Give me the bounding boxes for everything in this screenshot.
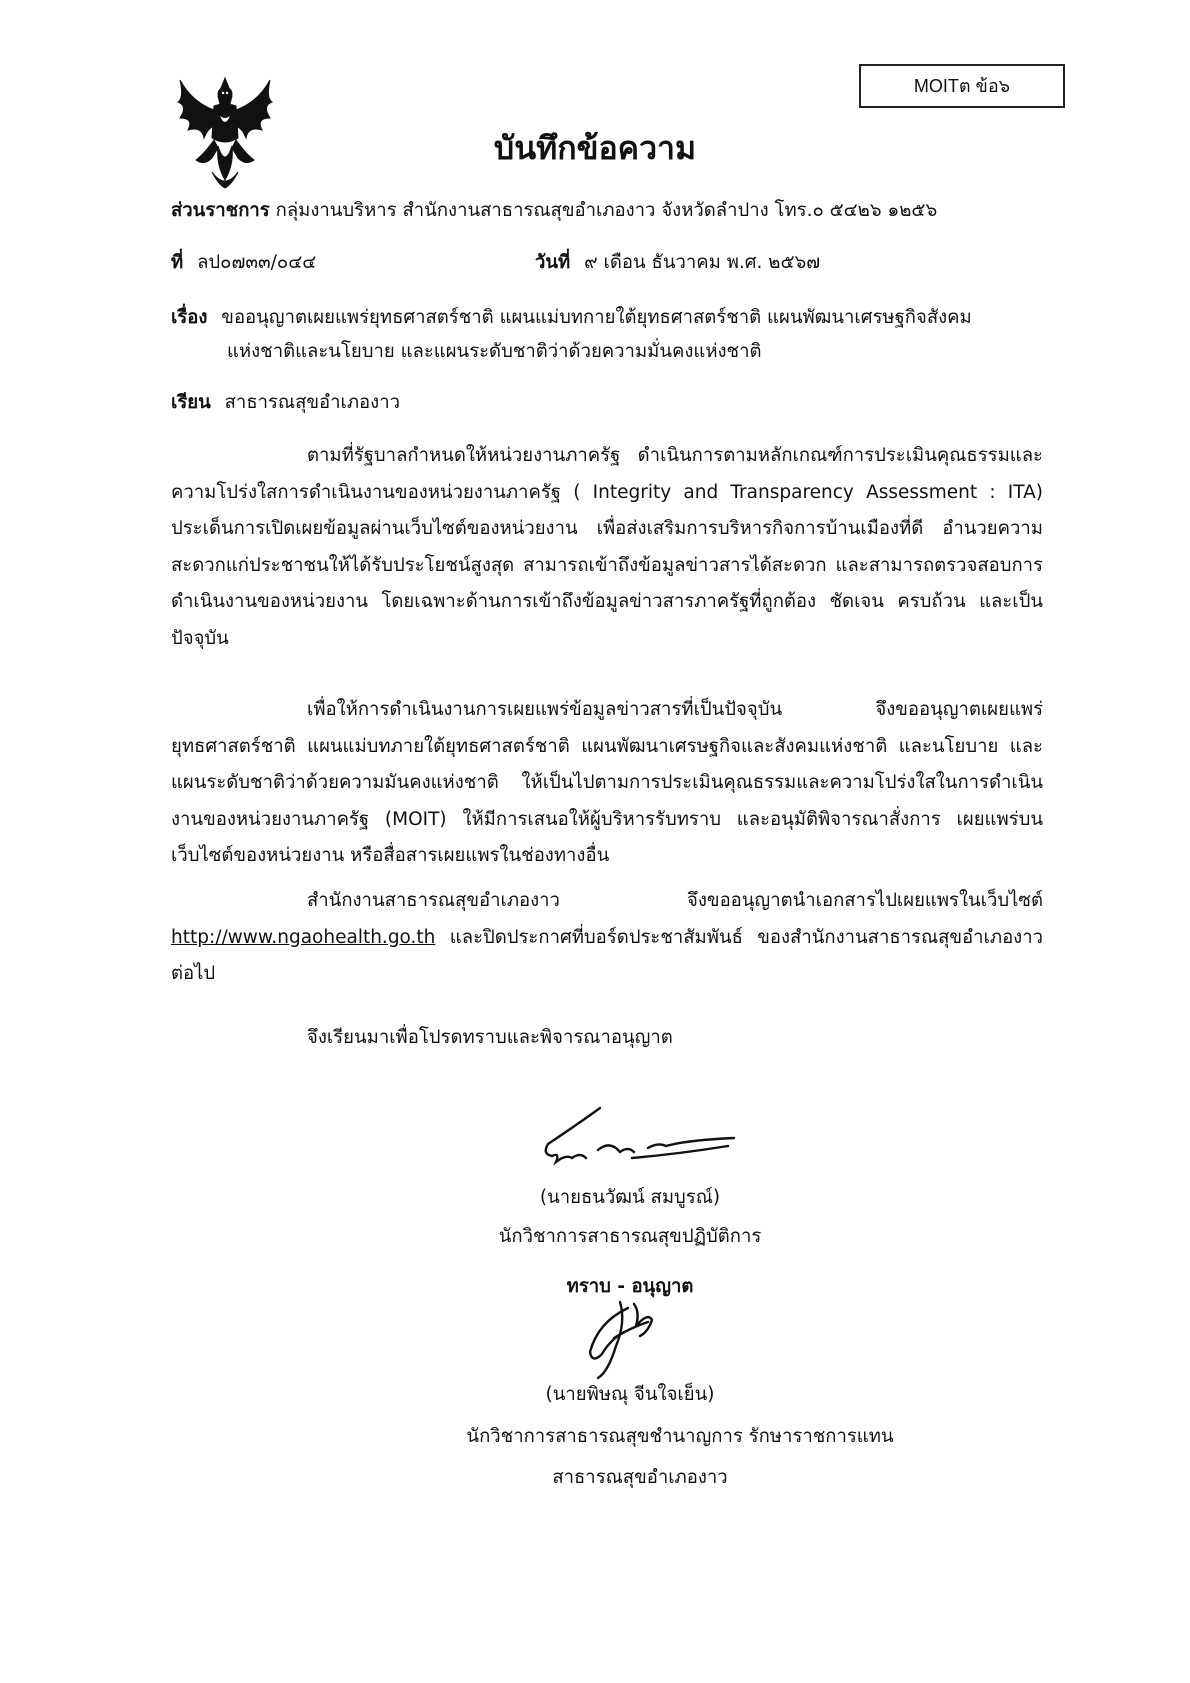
signature-1-image bbox=[538, 1096, 738, 1171]
body-paragraph-1 bbox=[171, 438, 1043, 657]
to-line bbox=[171, 385, 400, 421]
subject-line-1 bbox=[171, 300, 972, 336]
signature-2-image bbox=[578, 1292, 678, 1382]
signer-2-name: (นายพิษณุ จีนใจเย็น) bbox=[545, 1384, 715, 1405]
date-value: ๙ เดือน ธันวาคม พ.ศ. ๒๕๖๗ bbox=[584, 252, 821, 273]
body-paragraph-3 bbox=[171, 883, 1043, 993]
subject-text-2: แห่งชาติและนโยบาย และแผนระดับชาติว่าด้วยความมั่นคงแห่งชาติ bbox=[227, 341, 762, 362]
date-label: วันที่ bbox=[535, 252, 571, 273]
reference-label: ที่ bbox=[171, 252, 184, 273]
closing-line: จึงเรียนมาเพื่อโปรดทราบและพิจารณาอนุญาต bbox=[307, 1027, 673, 1048]
reference-number: ลป๐๗๓๓/๐๔๔ bbox=[197, 252, 317, 273]
paragraph-2-text: เพื่อให้การดำเนินงานการเผยแพร่ข้อมูลข่าวสารที่เป็นปัจจุบัน จึงขออนุญาตเผยแพร่ยุทธศาสตร์ชาติ แผนแม่บทภายใต้ยุทธศาสตร์ชาติ แผนพัฒนาเศรษฐกิจและสังคมแห่งชาติ และนโยบาย และแผนระดับชาติว่าด้วยความมันคงแห่งชาติ ให้เป็นไปตามการประเมินคุณธรรมและความโปร่งใสในการดำเนินงานของหน่วยงานภาครัฐ (MOIT) ให้มีการเสนอให้ผู้บริหารรับทราบ และอนุมัติพิจารณาสั่งการ เผยแพร่บนเว็บไซต์ของหน่วยงาน หรือสื่อสารเผยแพรในช่องทางอื่น bbox=[171, 699, 1043, 866]
paragraph-3-text-post: และปิดประกาศที่บอร์ดประชาสัมพันธ์ ของสำนักงานสาธารณสุขอำเภองาว ต่อไป bbox=[171, 926, 1043, 984]
signer-1-position: นักวิชาการสาธารณสุขปฏิบัติการ bbox=[498, 1226, 762, 1247]
subject-text-1: ขออนุญาตเผยแพร่ยุทธศาสตร์ชาติ แผนแม่บทกายใต้ยุทธศาสตร์ชาติ แผนพัฒนาเศรษฐกิจสังคม bbox=[221, 307, 972, 328]
approval-label: ทราบ - อนุญาต bbox=[566, 1276, 694, 1297]
reference-line bbox=[171, 245, 316, 281]
agency-value: กลุ่มงานบริหาร สำนักงานสาธารณสุขอำเภองาว จังหวัดลำปาง โทร.๐ ๕๔๒๖ ๑๒๕๖ bbox=[275, 200, 938, 221]
signer-2-office: สาธารณสุขอำเภองาว bbox=[552, 1467, 728, 1488]
agency-label: ส่วนราชการ bbox=[171, 200, 270, 221]
reference-tag-box: MOITต ข้อ๖ bbox=[859, 64, 1065, 108]
to-label: เรียน bbox=[171, 392, 211, 413]
signer-1-name: (นายธนวัฒน์ สมบูรณ์) bbox=[539, 1187, 721, 1208]
body-paragraph-2 bbox=[171, 692, 1043, 875]
to-value: สาธารณสุขอำเภองาว bbox=[224, 392, 400, 413]
date-line bbox=[535, 245, 820, 281]
agency-line bbox=[171, 193, 937, 229]
memo-title: บันทึกข้อความ bbox=[493, 129, 697, 167]
paragraph-1-text: ตามที่รัฐบาลกำหนดให้หน่วยงานภาครัฐ ดำเนินการตามหลักเกณฑ์การประเมินคุณธรรมและความโปร่งใสการดำเนินงานของหน่วยงานภาครัฐ ( Integrity and Transparency Assessment : ITA) ประเด็นการเปิดเผยข้อมูลผ่านเว็บไซต์ของหน่วยงาน เพื่อส่งเสริมการบริหารกิจการบ้านเมืองที่ดี อำนวยความสะดวกแก่ประชาชนให้ได้รับประโยชน์สูงสุด สามารถเข้าถึงข้อมูลข่าวสารได้สะดวก และสามารถตรวจสอบการดำเนินงานของหน่วยงาน โดยเฉพาะด้านการเข้าถึงข้อมูลข่าวสารภาครัฐที่ถูกต้อง ชัดเจน ครบถ้วน และเป็นปัจจุบัน bbox=[171, 445, 1043, 649]
signer-2-position: นักวิชาการสาธารณสุขชำนาญการ รักษาราชการแทน bbox=[466, 1426, 894, 1447]
paragraph-3-text-pre: สำนักงานสาธารณสุขอำเภองาว จึงขออนุญาตนำเอกสารไปเผยแพรในเว็บไซต์ bbox=[307, 890, 1043, 911]
subject-label: เรื่อง bbox=[171, 307, 208, 328]
website-link[interactable]: http://www.ngaohealth.go.th bbox=[171, 926, 436, 948]
